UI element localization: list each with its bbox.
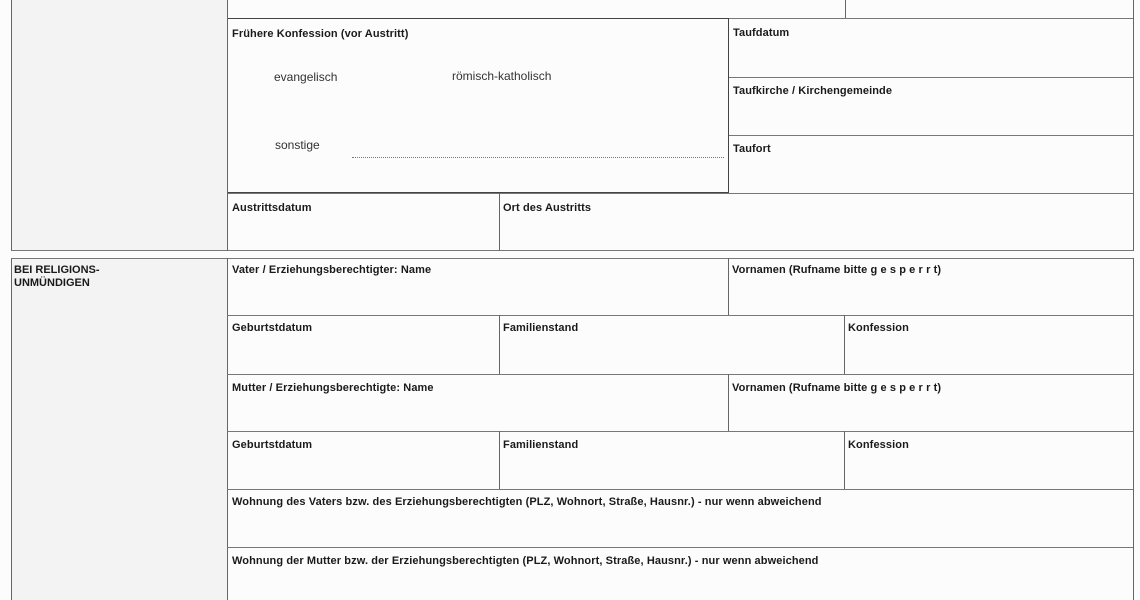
section1-bottom-border [11,250,1134,251]
vater-name-label: Vater / Erziehungsberechtigter: Name [232,264,432,276]
mutter-name-bottom [227,431,1133,432]
vater-details-divider-2 [844,315,845,375]
mutter-name-divider [728,374,729,432]
ort-austritt-label: Ort des Austritts [503,202,592,214]
section2-content-left [227,258,228,600]
wohnung-mutter-label: Wohnung der Mutter bzw. der Erziehungsberechtigten (PLZ, Wohnort, Straße, Hausnr.) - nur wenn abweichend [232,555,819,567]
section2-left-column [12,259,228,600]
section1-left-column [12,0,228,250]
austrittsdatum-label: Austrittsdatum [232,202,312,214]
section2-left-border [11,258,12,600]
vater-vornamen-label: Vornamen (Rufname bitte g e s p e r r t) [732,264,942,276]
wohnung-vater-label: Wohnung des Vaters bzw. des Erziehungsberechtigten (PLZ, Wohnort, Straße, Hausnr.) - nur wenn abweichend [232,496,822,508]
mutter-konfession-label: Konfession [848,439,909,451]
vater-familienstand-label: Familienstand [503,322,579,334]
taufkirche-label: Taufkirche / Kirchengemeinde [733,85,893,97]
section2-title-line2: UNMÜNDIGEN [14,277,90,289]
taufort-label: Taufort [733,143,771,155]
section2-title-line1: BEI RELIGIONS- [14,264,100,276]
austritt-row-divider [499,193,500,251]
top-row-divider-1 [227,0,228,19]
taufdatum-bottom [729,77,1133,78]
option-roemisch-katholisch[interactable]: römisch-katholisch [452,69,552,83]
section2-right-border [1133,258,1134,600]
section2-title [14,264,100,290]
top-row-divider-2 [845,0,846,19]
vater-konfession-label: Konfession [848,322,909,334]
mutter-details-divider-2 [844,431,845,490]
mutter-details-divider-1 [499,431,500,490]
section2-top-border [11,258,1134,259]
mutter-familienstand-label: Familienstand [503,439,579,451]
austritt-left-border [227,18,228,251]
vater-geburtsdatum-label: Geburtstdatum [232,322,313,334]
vater-details-divider-1 [499,315,500,375]
taufdatum-label: Taufdatum [733,27,790,39]
vater-name-bottom [227,315,1133,316]
mutter-details-bottom [227,489,1133,490]
mutter-vornamen-label: Vornamen (Rufname bitte g e s p e r r t) [732,382,942,394]
vater-details-bottom [227,374,1133,375]
sonstige-entry-line[interactable] [352,157,724,158]
option-sonstige[interactable]: sonstige [275,138,320,152]
former-confession-label: Frühere Konfession (vor Austritt) [232,28,409,40]
mutter-name-label: Mutter / Erziehungsberechtigte: Name [232,382,434,394]
top-row-divider-3 [1133,0,1134,251]
section1-left-border [11,0,12,251]
option-evangelisch[interactable]: evangelisch [274,70,338,84]
taufkirche-bottom [729,135,1133,136]
austritt-row-top [227,193,1133,194]
mutter-geburtsdatum-label: Geburtstdatum [232,439,313,451]
wohnung-vater-bottom [227,547,1133,548]
vater-name-divider [728,258,729,316]
former-confession-box [227,18,729,193]
